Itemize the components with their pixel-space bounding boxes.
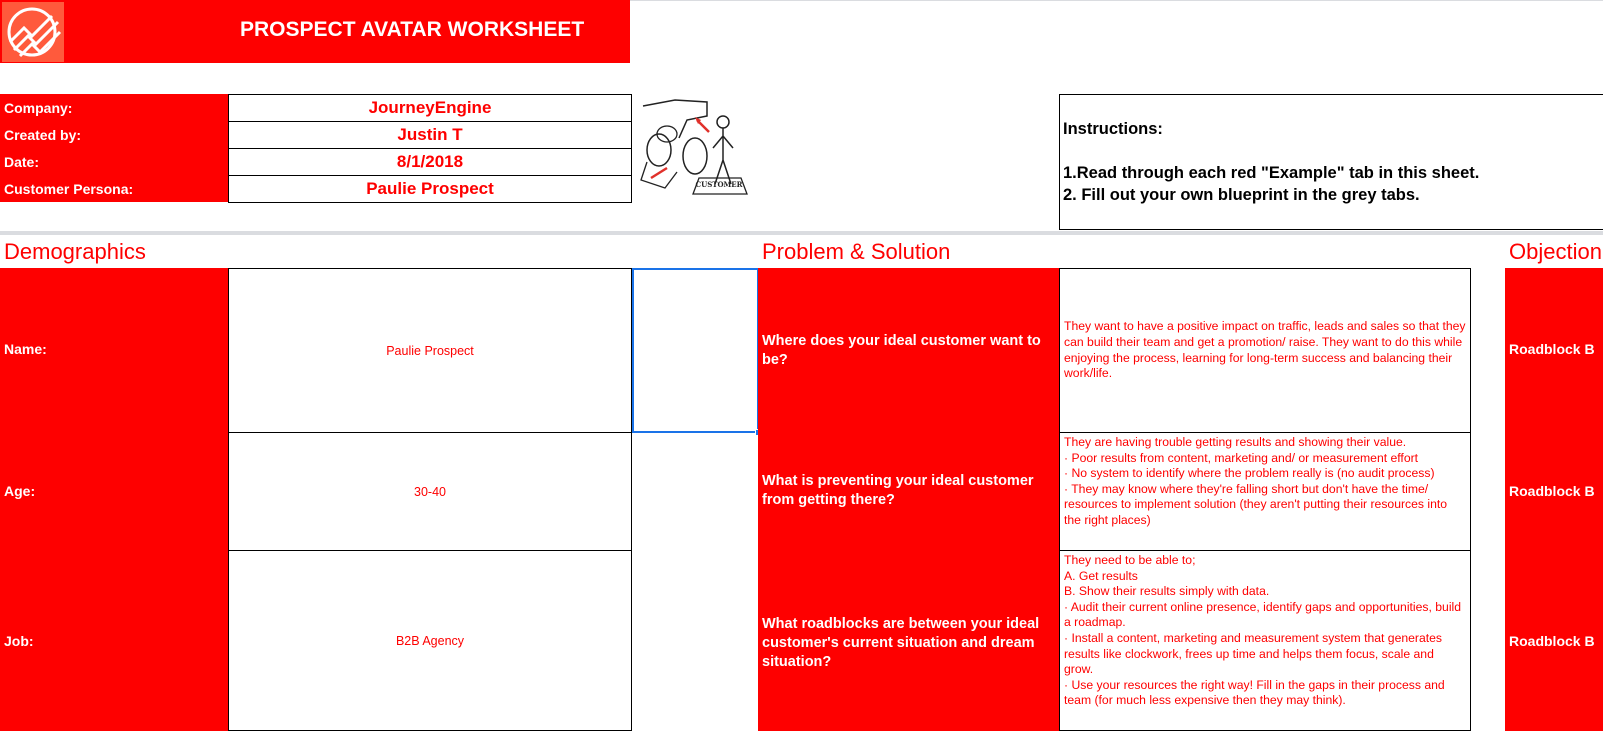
answer-want-to-be-text: They want to have a positive impact on traffic, leads and sales so that they can build their team and get a promotion/ raise. They want to do this while enjoying the process, learning for long-term success and balancing their work/life. (1064, 319, 1466, 381)
customer-illustration (637, 98, 751, 200)
journeyengine-logo-icon (2, 2, 64, 62)
customer-persona-value-cell[interactable]: Paulie Prospect (228, 175, 632, 203)
company-label: Company: (4, 100, 73, 116)
company-value-cell[interactable]: JourneyEngine (228, 94, 632, 122)
answer-preventing-line: · No system to identify where the problem really is (no audit process) (1064, 466, 1435, 481)
demographics-heading: Demographics (4, 239, 146, 264)
answer-preventing-line: They are having trouble getting results and showing their value. (1064, 435, 1407, 449)
customer-caption: CUSTOMER (695, 180, 743, 189)
date-value-cell[interactable]: 8/1/2018 (228, 148, 632, 176)
age-value-cell[interactable]: 30-40 (228, 432, 632, 551)
instructions-step-1: 1.Read through each red "Example" tab in this sheet. (1063, 164, 1480, 182)
instructions-box (1059, 94, 1603, 230)
created-by-value-cell[interactable]: Justin T (228, 121, 632, 149)
customer-persona-label: Customer Persona: (4, 181, 134, 197)
answer-roadblocks-line: A. Get results (1064, 568, 1138, 583)
question-want-to-be: Where does your ideal customer want to be? (762, 333, 1041, 368)
instructions-step-2: 2. Fill out your own blueprint in the grey tabs. (1063, 186, 1420, 204)
answer-want-to-be[interactable] (1059, 268, 1471, 433)
date-label: Date: (4, 154, 40, 170)
answer-roadblocks-line: · Install a content, marketing and measurement system that generates results like clockwork, frees up time and helps them focus, scale and grow. (1064, 630, 1443, 677)
question-roadblocks: What roadblocks are between your ideal customer's current situation and dream situation? (762, 615, 1040, 670)
top-gridline (630, 0, 1603, 1)
section-divider (0, 231, 1603, 235)
objections-heading: Objection (1509, 239, 1602, 264)
job-value-cell[interactable]: B2B Agency (228, 550, 632, 731)
job-label: Job: (4, 633, 34, 649)
answer-roadblocks-line: · Use your resources the right way! Fill in the gaps in their process and team (for much less expensive then they may think). (1064, 677, 1445, 708)
answer-roadblocks-line: · Audit their current online presence, identify gaps and opportunities, build a roadmap. (1064, 599, 1462, 630)
instructions-heading: Instructions: (1063, 120, 1163, 138)
roadblock-label-3: Roadblock B (1509, 633, 1595, 649)
name-label: Name: (4, 341, 47, 357)
roadblock-label-2: Roadblock B (1509, 483, 1595, 499)
created-by-label: Created by: (4, 127, 82, 143)
page-title: PROSPECT AVATAR WORKSHEET (240, 18, 585, 41)
answer-preventing[interactable] (1059, 432, 1471, 551)
selected-cell[interactable] (632, 268, 759, 433)
answer-roadblocks[interactable] (1059, 550, 1471, 731)
answer-roadblocks-line: B. Show their results simply with data. (1064, 584, 1270, 599)
roadblock-label-1: Roadblock B (1509, 341, 1595, 357)
age-label: Age: (4, 483, 36, 499)
problem-solution-heading: Problem & Solution (762, 239, 951, 264)
name-value-cell[interactable]: Paulie Prospect (228, 268, 632, 433)
answer-roadblocks-line: They need to be able to; (1064, 553, 1196, 567)
question-preventing: What is preventing your ideal customer from getting there? (762, 473, 1034, 508)
answer-preventing-line: · Poor results from content, marketing and/ or measurement effort (1064, 450, 1419, 465)
answer-preventing-line: · They may know where they're falling short but don't have the time/ resources to implement solution (they aren't putting their resources into the right places) (1064, 481, 1448, 527)
